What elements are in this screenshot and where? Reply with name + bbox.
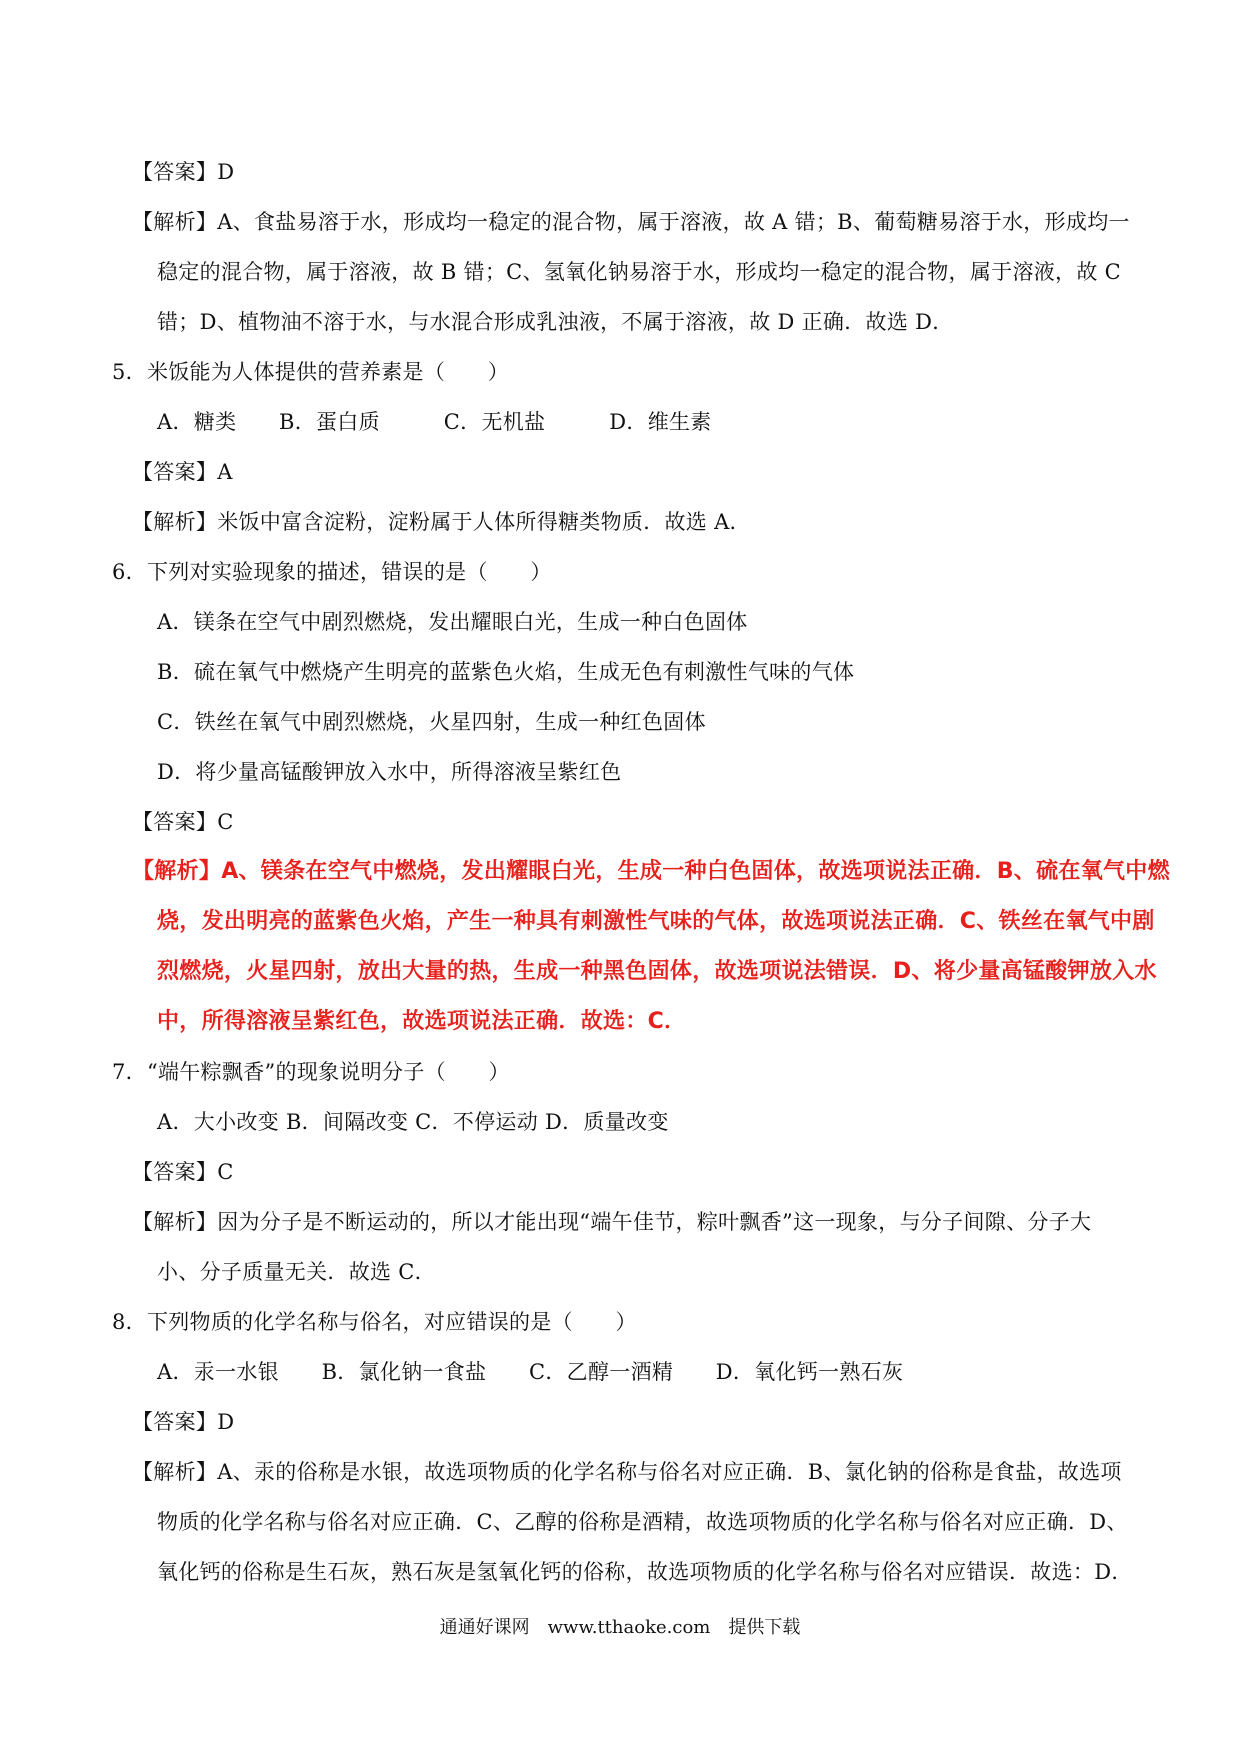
question-5: 5．米饭能为人体提供的营养素是（ ） xyxy=(112,360,510,384)
analysis-q6-line2: 烧，发出明亮的蓝紫色火焰，产生一种具有刺激性气味的气体，故选项说法正确．C、铁丝在氧气中剧 xyxy=(157,909,1155,934)
analysis-q8-line1: 【解析】A、汞的俗称是水银，故选项物质的化学名称与俗名对应正确．B、氯化钠的俗称是食盐，故选项 xyxy=(132,1460,1122,1484)
analysis-q4-line2: 稳定的混合物，属于溶液，故 B 错；C、氢氧化钠易溶于水，形成均一稳定的混合物，属于溶液，故 C xyxy=(157,260,1121,284)
analysis-q8-line3: 氧化钙的俗称是生石灰，熟石灰是氢氧化钙的俗称，故选项物质的化学名称与俗名对应错误．故选：D． xyxy=(157,1560,1133,1584)
options-q8: A．汞一水银 B．氯化钠一食盐 C．乙醇一酒精 D．氧化钙一熟石灰 xyxy=(157,1360,904,1384)
analysis-q4-line3: 错；D、植物油不溶于水，与水混合形成乳浊液，不属于溶液，故 D 正确．故选 D． xyxy=(157,310,954,334)
analysis-q6-line1: 【解析】A、镁条在空气中燃烧，发出耀眼白光，生成一种白色固体，故选项说法正确．B、硫在氧气中燃 xyxy=(132,859,1170,884)
options-q7: A．大小改变 B．间隔改变 C．不停运动 D．质量改变 xyxy=(157,1110,669,1134)
question-8: 8．下列物质的化学名称与俗名，对应错误的是（ ） xyxy=(112,1310,637,1334)
answer-q4: 【答案】D xyxy=(132,160,235,184)
options-q5: A．糖类 B．蛋白质 C．无机盐 D．维生素 xyxy=(157,410,712,434)
question-7: 7．“端午粽飘香”的现象说明分子（ ） xyxy=(112,1060,510,1084)
answer-q6: 【答案】C xyxy=(132,810,234,834)
option-q6-d: D．将少量高锰酸钾放入水中，所得溶液呈紫红色 xyxy=(157,760,622,784)
option-q6-b: B．硫在氧气中燃烧产生明亮的蓝紫色火焰，生成无色有刺激性气味的气体 xyxy=(157,660,855,684)
option-q6-c: C．铁丝在氧气中剧烈燃烧，火星四射，生成一种红色固体 xyxy=(157,710,706,734)
analysis-q8-line2: 物质的化学名称与俗名对应正确．C、乙醇的俗称是酒精，故选项物质的化学名称与俗名对应正确．D、 xyxy=(157,1510,1128,1534)
answer-q7: 【答案】C xyxy=(132,1160,234,1184)
analysis-q7-line2: 小、分子质量无关．故选 C． xyxy=(157,1260,436,1284)
analysis-q7-line1: 【解析】因为分子是不断运动的，所以才能出现“端午佳节，粽叶飘香”这一现象，与分子间隙、分子大 xyxy=(132,1210,1092,1234)
analysis-q4-line1: 【解析】A、食盐易溶于水，形成均一稳定的混合物，属于溶液，故 A 错；B、葡萄糖易溶于水，形成均一 xyxy=(132,210,1130,234)
option-q6-a: A．镁条在空气中剧烈燃烧，发出耀眼白光，生成一种白色固体 xyxy=(157,610,748,634)
analysis-q6-line4: 中，所得溶液呈紫红色，故选项说法正确．故选：C． xyxy=(157,1009,687,1034)
page-footer: 通通好课网 www.tthaoke.com 提供下载 xyxy=(439,1617,801,1638)
answer-q5: 【答案】A xyxy=(132,460,233,484)
analysis-q6-line3: 烈燃烧，火星四射，放出大量的热，生成一种黑色固体，故选项说法错误．D、将少量高锰酸钾放入水 xyxy=(157,959,1157,984)
analysis-q5: 【解析】米饭中富含淀粉，淀粉属于人体所得糖类物质．故选 A． xyxy=(132,510,751,534)
answer-q8: 【答案】D xyxy=(132,1410,235,1434)
question-6: 6．下列对实验现象的描述，错误的是（ ） xyxy=(112,560,552,584)
